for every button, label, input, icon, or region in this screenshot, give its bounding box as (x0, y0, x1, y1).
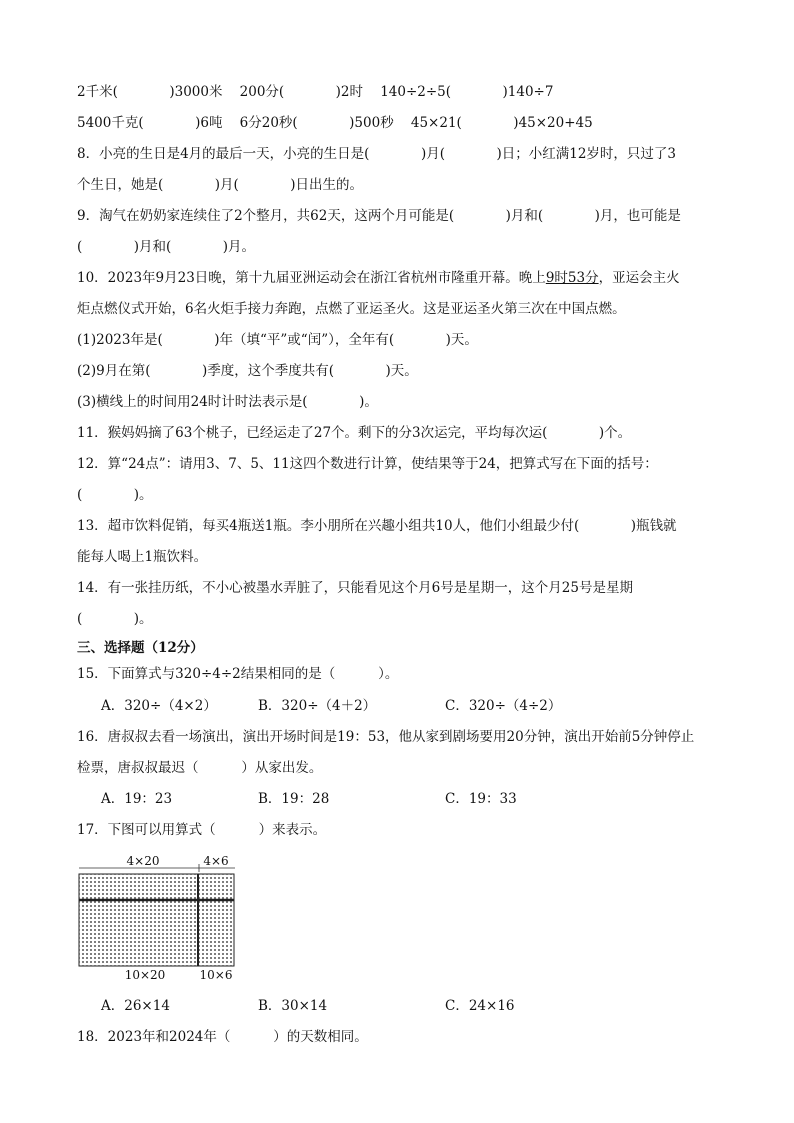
question-16-line-2: 检票，唐叔叔最迟（ ）从家出发。 (77, 760, 323, 776)
question-18: 18．2023年和2024年（ ）的天数相同。 (77, 1029, 368, 1045)
question-8-line-2: 个生日，她是( )月( )日出生的。 (77, 177, 364, 193)
q17-option-b[interactable]: B．30×14 (258, 998, 328, 1014)
question-15: 15．下面算式与320÷4÷2结果相同的是（ ）。 (77, 666, 399, 682)
question-12-line-1: 12．算“24点”：请用3、7、5、11这四个数进行计算，使结果等于24，把算式写在下面的括号： (77, 456, 658, 472)
label-top-right: 4×6 (203, 854, 229, 868)
label-bottom-left: 10×20 (124, 968, 166, 982)
q16-option-b[interactable]: B．19：28 (258, 791, 330, 807)
label-bottom-right: 10×6 (199, 968, 233, 982)
q15-option-a[interactable]: A．320÷（4×2） (101, 698, 217, 714)
q17-option-a[interactable]: A．26×14 (101, 998, 170, 1014)
line-comparisons-1: 2千米( )3000米 200分( )2时 140÷2÷5( )140÷7 (77, 84, 554, 100)
question-10-line-1 (77, 268, 680, 288)
question-8-line-1: 8．小亮的生日是4月的最后一天，小亮的生日是( )月( )日；小红满12岁时，只过了3 (77, 146, 677, 162)
question-14-line-2: ( )。 (77, 611, 153, 627)
question-17: 17．下图可以用算式（ ）来表示。 (77, 822, 327, 838)
label-top-left: 4×20 (126, 854, 160, 868)
question-10-part-3: (3)横线上的时间用24时计时法表示是( )。 (77, 394, 378, 410)
line-comparisons-2: 5400千克( )6吨 6分20秒( )500秒 45×21( )45×20+45 (77, 115, 593, 131)
question-10-part-2: (2)9月在第( )季度，这个季度共有( )天。 (77, 363, 418, 379)
q16-option-a[interactable]: A．19：23 (101, 791, 173, 807)
q10-text-before: 10．2023年9月23日晚，第十九届亚洲运动会在浙江省杭州市隆重开幕。晚上 (77, 270, 546, 286)
question-9-line-2: ( )月和( )月。 (77, 239, 256, 255)
question-14-line-1: 14．有一张挂历纸，不小心被墨水弄脏了，只能看见这个月6号是星期一，这个月25号是星期 (77, 580, 633, 596)
dot-grid (79, 874, 234, 966)
question-9-line-1: 9．淘气在奶奶家连续住了2个整月，共62天，这两个月可能是( )月和( )月，也可能是 (77, 208, 681, 224)
q17-option-c[interactable]: C．24×16 (445, 998, 515, 1014)
q10-underlined-time: 9时53分 (545, 270, 599, 286)
q16-option-c[interactable]: C．19：33 (445, 791, 517, 807)
question-13-line-2: 能每人喝上1瓶饮料。 (77, 549, 208, 565)
question-10-part-1: (1)2023年是( )年（填“平”或“闰”），全年有( )天。 (77, 332, 478, 348)
dot-array-figure (73, 852, 243, 982)
question-13-line-1: 13．超市饮料促销，每买4瓶送1瓶。李小朋所在兴趣小组共10人，他们小组最少付( )瓶钱就 (77, 518, 677, 534)
section-3-heading: 三、选择题（12分） (77, 640, 204, 656)
q10-text-after: ，亚运会主火 (598, 270, 680, 286)
question-12-line-2: ( )。 (77, 487, 153, 503)
question-10-line-2: 炬点燃仪式开始，6名火炬手接力奔跑，点燃了亚运圣火。这是亚运圣火第三次在中国点燃。 (77, 301, 626, 317)
question-16-line-1: 16．唐叔叔去看一场演出，演出开场时间是19：53，他从家到剧场要用20分钟，演出开始前5分钟停止 (77, 729, 695, 745)
q15-option-b[interactable]: B．320÷（4＋2） (258, 698, 377, 714)
q15-option-c[interactable]: C．320÷（4÷2） (445, 698, 562, 714)
question-11: 11．猴妈妈摘了63个桃子，已经运走了27个。剩下的分3次运完，平均每次运( )个。 (77, 425, 632, 441)
